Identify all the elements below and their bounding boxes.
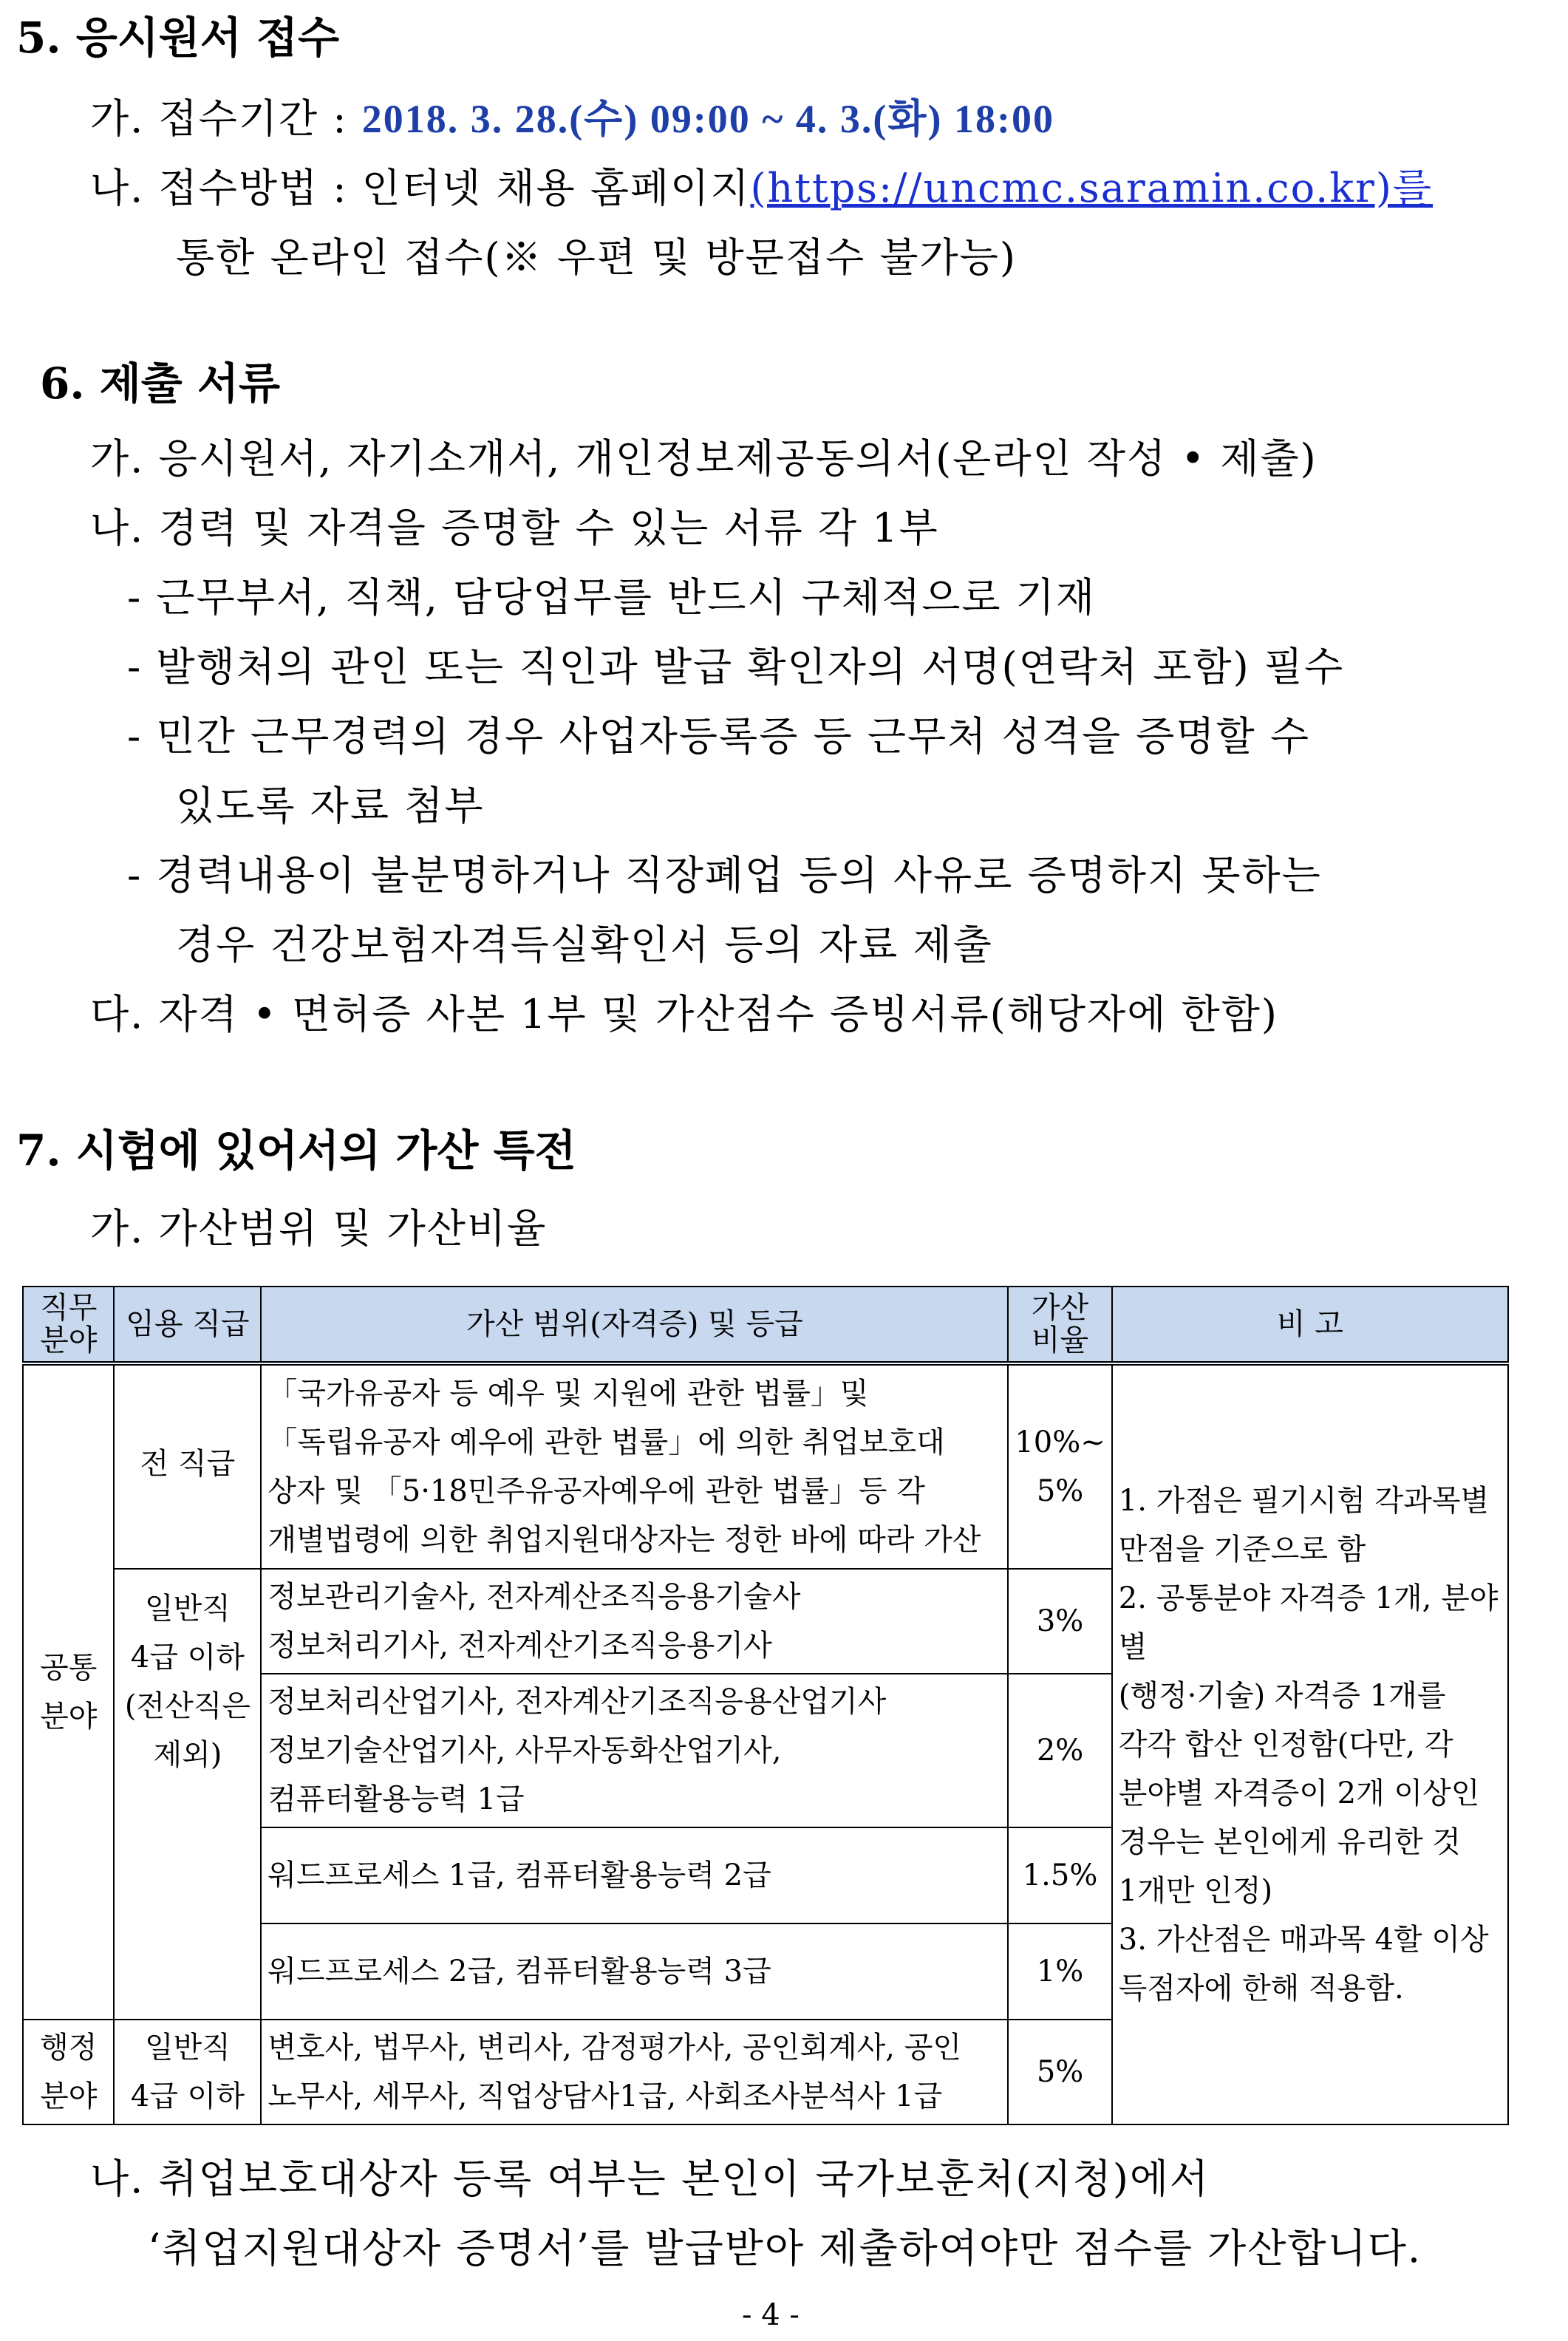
scope-cell: 정보관리기술사, 전자계산조직응용기술사 정보처리기사, 전자계산기조직응용기사 xyxy=(261,1569,1008,1674)
method-line-2: 통한 온라인 접수(※ 우편 및 방문접수 불가능) xyxy=(176,234,1017,281)
grade-all: 전 직급 xyxy=(114,1363,261,1569)
bonus-table xyxy=(22,1286,1509,2125)
rate-cell: 1.5% xyxy=(1008,1827,1111,1923)
header-grade: 임용 직급 xyxy=(114,1287,261,1363)
doc-item: 다. 자격 • 면허증 사본 1부 및 가산점수 증빙서류(해당자에 한함) xyxy=(90,991,1278,1037)
page-number: - 4 - xyxy=(742,2298,800,2332)
rate-cell: 5% xyxy=(1008,2020,1111,2124)
period-value: 2018. 3. 28.(수) 09:00 ~ 4. 3.(화) 18:00 xyxy=(361,97,1054,141)
rate-cell: 1% xyxy=(1008,1923,1111,2020)
doc-subitem: - 경력내용이 불분명하거나 직장폐업 등의 사유로 증명하지 못하는 xyxy=(127,852,1322,899)
section-5-title: 5. 응시원서 접수 xyxy=(16,13,340,63)
scope-cell: 정보처리산업기사, 전자계산기조직응용산업기사 정보기술산업기사, 사무자동화산업기사, 컴퓨터활용능력 1급 xyxy=(261,1674,1008,1827)
method-label: 나. 접수방법 : 인터넷 채용 홈페이지 xyxy=(90,165,751,211)
note-cell: 1. 가점은 필기시험 각과목별 만점을 기준으로 함 2. 공통분야 자격증 1개, 분야별 (행정·기술) 자격증 1개를 각각 합산 인정함(다만, 각 분야별 자격증이 2개 이상인 경우는 본인에게 유리한 것 1개만 인정) 3. 가산점은 매과목 4할 이상 득점자에 한해 적용함. xyxy=(1112,1363,1508,2124)
scope-cell: 변호사, 법무사, 변리사, 감정평가사, 공인회계사, 공인 노무사, 세무사, 직업상담사1급, 사회조사분석사 1급 xyxy=(261,2020,1008,2124)
recruit-homepage-link[interactable]: (https://uncmc.saramin.co.kr)를 xyxy=(750,165,1434,211)
section-7-title: 7. 시험에 있어서의 가산 특전 xyxy=(16,1125,576,1176)
header-scope: 가산 범위(자격증) 및 등급 xyxy=(261,1287,1008,1363)
registration-note-line-2: ‘취업지원대상자 증명서’를 발급받아 제출하여야만 점수를 가산합니다. xyxy=(148,2225,1422,2272)
registration-note-line-1: 나. 취업보호대상자 등록 여부는 본인이 국가보훈처(지청)에서 xyxy=(90,2156,1210,2202)
rate-cell: 10%~ 5% xyxy=(1008,1363,1111,1569)
doc-subitem-cont: 경우 건강보험자격득실확인서 등의 자료 제출 xyxy=(176,921,993,968)
grade-general: 일반직 4급 이하 (전산직은 제외) xyxy=(114,1569,261,2020)
scope-cell: 워드프로세스 1급, 컴퓨터활용능력 2급 xyxy=(261,1827,1008,1923)
application-period xyxy=(90,87,1054,144)
header-note: 비 고 xyxy=(1112,1287,1508,1363)
application-method xyxy=(90,157,1433,214)
scope-cell: 워드프로세스 2급, 컴퓨터활용능력 3급 xyxy=(261,1923,1008,2020)
grade-admin: 일반직 4급 이하 xyxy=(114,2020,261,2124)
doc-subitem: - 민간 근무경력의 경우 사업자등록증 등 근무처 성격을 증명할 수 xyxy=(127,713,1310,760)
doc-item: 가. 응시원서, 자기소개서, 개인정보제공동의서(온라인 작성 • 제출) xyxy=(90,435,1318,482)
section-6-title: 6. 제출 서류 xyxy=(40,358,281,409)
doc-item: 나. 경력 및 자격을 증명할 수 있는 서류 각 1부 xyxy=(90,505,939,551)
header-rate: 가산 비율 xyxy=(1008,1287,1111,1363)
rate-cell: 3% xyxy=(1008,1569,1111,1674)
doc-subitem-cont: 있도록 자료 첨부 xyxy=(176,783,485,829)
bonus-range-subtitle: 가. 가산범위 및 가산비율 xyxy=(90,1205,548,1252)
doc-subitem: - 발행처의 관인 또는 직인과 발급 확인자의 서명(연락처 포함) 필수 xyxy=(127,644,1345,690)
table-header-row xyxy=(23,1287,1508,1363)
scope-cell: 「국가유공자 등 예우 및 지원에 관한 법률」및 「독립유공자 예우에 관한 법률」에 의한 취업보호대 상자 및 「5·18민주유공자예우에 관한 법률」등 각 개별법령에 의한 취업지원대상자는 정한 바에 따라 가산 xyxy=(261,1363,1008,1569)
field-admin: 행정 분야 xyxy=(23,2020,114,2124)
table-row xyxy=(23,1363,1508,1569)
header-field: 직무 분야 xyxy=(23,1287,114,1363)
field-common: 공통 분야 xyxy=(23,1363,114,2020)
period-label: 가. 접수기간 : xyxy=(90,95,362,142)
rate-cell: 2% xyxy=(1008,1674,1111,1827)
doc-subitem: - 근무부서, 직책, 담당업무를 반드시 구체적으로 기재 xyxy=(127,574,1097,621)
